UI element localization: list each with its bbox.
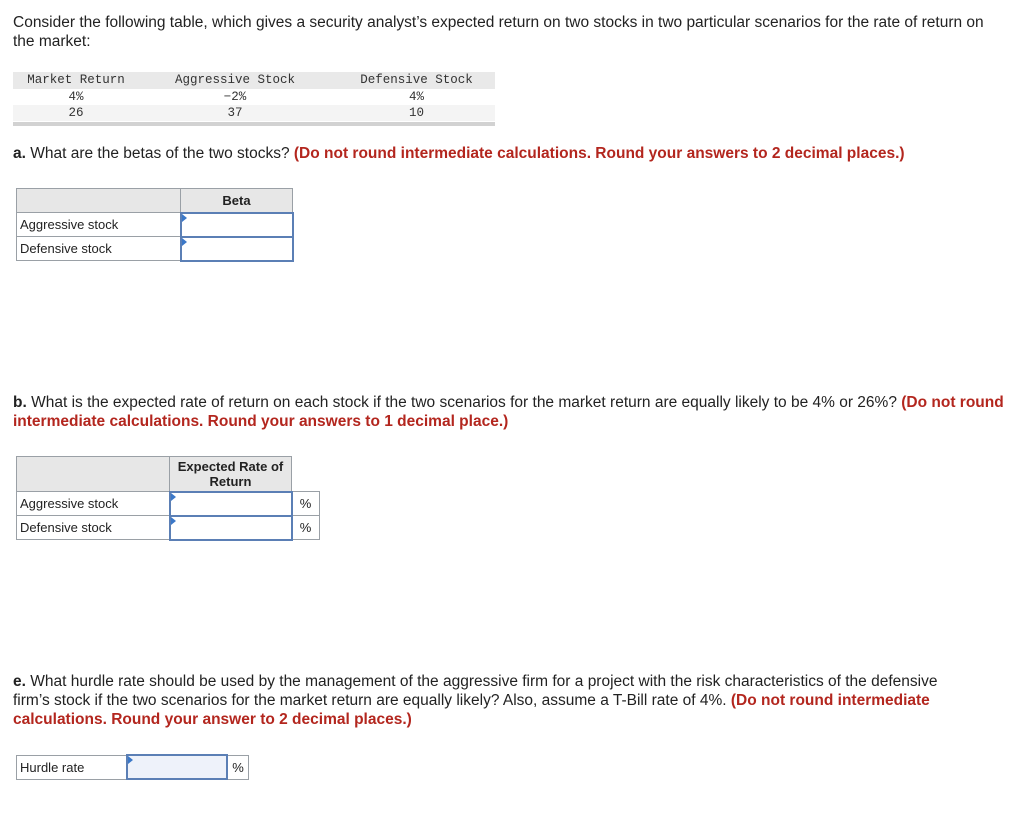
beta-defensive-input[interactable] bbox=[181, 237, 293, 261]
unit-column-header bbox=[292, 457, 320, 492]
percent-unit: % bbox=[292, 516, 320, 540]
beta-aggressive-input[interactable] bbox=[181, 213, 293, 237]
table-bottom-border bbox=[13, 122, 495, 126]
expected-return-defensive-input[interactable] bbox=[170, 516, 292, 540]
question-e-text: What hurdle rate should be used by the management of the aggressive firm for a project with the risk characteristics of the defensive firm’s stock if the two scenarios for the market return are equally likely? Also, assume a T-Bill rate of 4%. bbox=[13, 673, 938, 709]
expected-return-column-header: Expected Rate of Return bbox=[170, 457, 292, 492]
question-a-letter: a. bbox=[13, 145, 26, 162]
market-return-cell: 26 bbox=[68, 106, 84, 120]
hurdle-rate-input[interactable] bbox=[127, 755, 227, 779]
percent-unit: % bbox=[292, 492, 320, 516]
intro-text: Consider the following table, which gives a security analyst’s expected return on two stocks in two particular scenarios for the rate of return on the market: bbox=[13, 14, 984, 50]
input-marker-icon bbox=[171, 493, 176, 501]
market-return-cell: 4% bbox=[68, 90, 84, 104]
hurdle-rate-answer-table bbox=[16, 754, 249, 780]
beta-column-header: Beta bbox=[181, 189, 293, 213]
question-b-letter: b. bbox=[13, 394, 27, 411]
input-marker-icon bbox=[128, 756, 133, 764]
question-b-text: What is the expected rate of return on each stock if the two scenarios for the market return are equally likely to be 4% or 26%? bbox=[26, 394, 902, 411]
percent-unit: % bbox=[227, 755, 249, 779]
header-market-return: Market Return bbox=[27, 73, 125, 87]
aggressive-stock-cell: 37 bbox=[227, 106, 243, 120]
header-defensive-stock: Defensive Stock bbox=[360, 73, 473, 87]
defensive-stock-cell: 10 bbox=[408, 106, 424, 120]
expected-return-aggressive-input[interactable] bbox=[170, 492, 292, 516]
question-a-instruction: (Do not round intermediate calculations. Round your answers to 2 decimal places.) bbox=[293, 145, 905, 162]
row-label-defensive: Defensive stock bbox=[17, 516, 170, 540]
input-marker-icon bbox=[182, 214, 187, 222]
question-e-letter: e. bbox=[13, 673, 26, 690]
aggressive-stock-cell: −2% bbox=[223, 90, 247, 104]
row-label-aggressive: Aggressive stock bbox=[17, 492, 170, 516]
table-row bbox=[13, 89, 495, 105]
scenario-table-header bbox=[13, 72, 495, 89]
question-a-text: What are the betas of the two stocks? bbox=[25, 145, 294, 162]
question-b-instruction: (Do not round intermediate calculations. Round your answers to 1 decimal place.) bbox=[13, 394, 1004, 430]
question-a bbox=[13, 144, 1003, 163]
question-b bbox=[13, 393, 1008, 431]
row-label-defensive: Defensive stock bbox=[17, 237, 181, 261]
row-label-aggressive: Aggressive stock bbox=[17, 213, 181, 237]
expected-return-answer-table bbox=[16, 456, 320, 541]
row-label-hurdle-rate: Hurdle rate bbox=[17, 755, 128, 779]
header-aggressive-stock: Aggressive Stock bbox=[174, 73, 296, 87]
beta-answer-table bbox=[16, 188, 294, 262]
expected-return-table-corner bbox=[17, 457, 170, 492]
question-e bbox=[13, 672, 973, 729]
defensive-stock-cell: 4% bbox=[408, 90, 424, 104]
scenario-table bbox=[13, 72, 495, 126]
beta-table-corner bbox=[17, 189, 181, 213]
input-marker-icon bbox=[182, 238, 187, 246]
input-marker-icon bbox=[171, 517, 176, 525]
question-e-instruction: (Do not round intermediate calculations. Round your answer to 2 decimal places.) bbox=[13, 692, 930, 728]
table-row bbox=[13, 105, 495, 121]
